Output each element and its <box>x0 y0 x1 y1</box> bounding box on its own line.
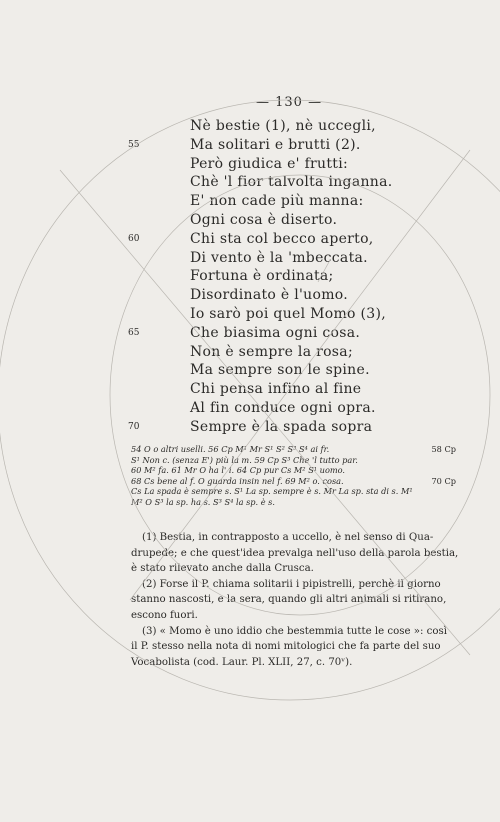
footnote-line: il P. stesso nella nota di nomi mitologici che fa parte del suo <box>131 641 441 653</box>
footnote-line: escono fuori. <box>131 610 198 621</box>
verse-line: Chi pensa infino al fine <box>190 381 362 398</box>
footnote-line: Vocabolista (cod. Laur. Pl. XLII, 27, c. 70ᵛ). <box>131 656 353 668</box>
variant-text: 54 O o altri uselli. 56 Cp M¹ Mr S¹ S² S³ S⁴ ai fr. <box>131 444 330 454</box>
line-number: 55 <box>128 139 140 150</box>
variant-text: Cs La spada è sempre s. S¹ La sp. sempre è s. Mr La sp. sta di s. M¹ <box>131 486 413 497</box>
variant-text: M² O S³ la sp. ha s. S³ S⁴ la sp. è s. <box>131 497 275 507</box>
bleed-through-tick <box>318 260 330 282</box>
bleed-through-diagonal-b <box>130 150 470 600</box>
variant-text-right: 70 Cp <box>431 475 456 486</box>
footnote-line: è stato rilevato anche dalla Crusca. <box>131 563 314 575</box>
bleed-through-diagonal-a <box>60 170 470 655</box>
verse-line: Ma solitari e brutti (2). <box>190 136 361 153</box>
variant-text: S¹ Non c. (senza E') più la m. 59 Cp S³ Che 'l tutto par. <box>131 454 358 465</box>
line-number: 70 <box>128 421 140 432</box>
verse-line: Ogni cosa è diserto. <box>190 212 338 228</box>
bleed-through-arc-outer <box>0 100 500 700</box>
line-number: 60 <box>128 233 140 244</box>
verse-line: Nè bestie (1), nè uccegli, <box>190 118 376 134</box>
page-number: — 130 — <box>256 95 323 110</box>
bleed-through-arc-inner <box>110 175 490 615</box>
verse-line: Chi sta col becco aperto, <box>190 230 374 247</box>
variant-text-right: 58 Cp <box>431 444 456 454</box>
variant-text: 68 Cs bene al f. O guarda insin nel f. 69 M² o. cosa. <box>131 475 344 486</box>
verse-line: Sempre è la spada sopra <box>190 418 373 435</box>
verse-line: Di vento è la 'mbeccata. <box>190 249 368 266</box>
verse-line: E' non cade più manna: <box>190 193 364 210</box>
verse-line: Io sarò poi quel Momo (3), <box>190 306 387 322</box>
verse-line: Fortuna è ordinata; <box>190 268 334 285</box>
footnote-line: (3) « Momo è uno iddio che bestemmia tutte le cose »: così <box>142 625 447 637</box>
verse-line: Non è sempre la rosa; <box>190 343 353 360</box>
footnote-line: drupede; e che quest'idea prevalga nell'uso della parola bestia, <box>131 547 459 559</box>
verse-line: Disordinato è l'uomo. <box>190 287 349 304</box>
verse-line: Chè 'l fior talvolta inganna. <box>190 174 393 191</box>
line-number: 65 <box>128 327 140 338</box>
footnote-line: stanno nascosti, e la sera, quando gli altri animali si ritirano, <box>131 594 447 606</box>
variant-text: 60 M² fa. 61 Mr O ha l' i. 64 Cp pur Cs M² S¹ uomo. <box>131 465 346 476</box>
verse-line: Al fin conduce ogni opra. <box>190 400 376 416</box>
verse-line: Ma sempre son le spine. <box>190 362 370 379</box>
footnote-line: (1) Bestia, in contrapposto a uccello, è nel senso di Qua- <box>142 532 434 543</box>
footnote-line: (2) Forse il P. chiama solitarii i pipistrelli, perchè il giorno <box>142 578 441 590</box>
verse-line: Però giudica e' frutti: <box>190 155 349 172</box>
verse-line: Che biasima ogni cosa. <box>190 324 361 341</box>
